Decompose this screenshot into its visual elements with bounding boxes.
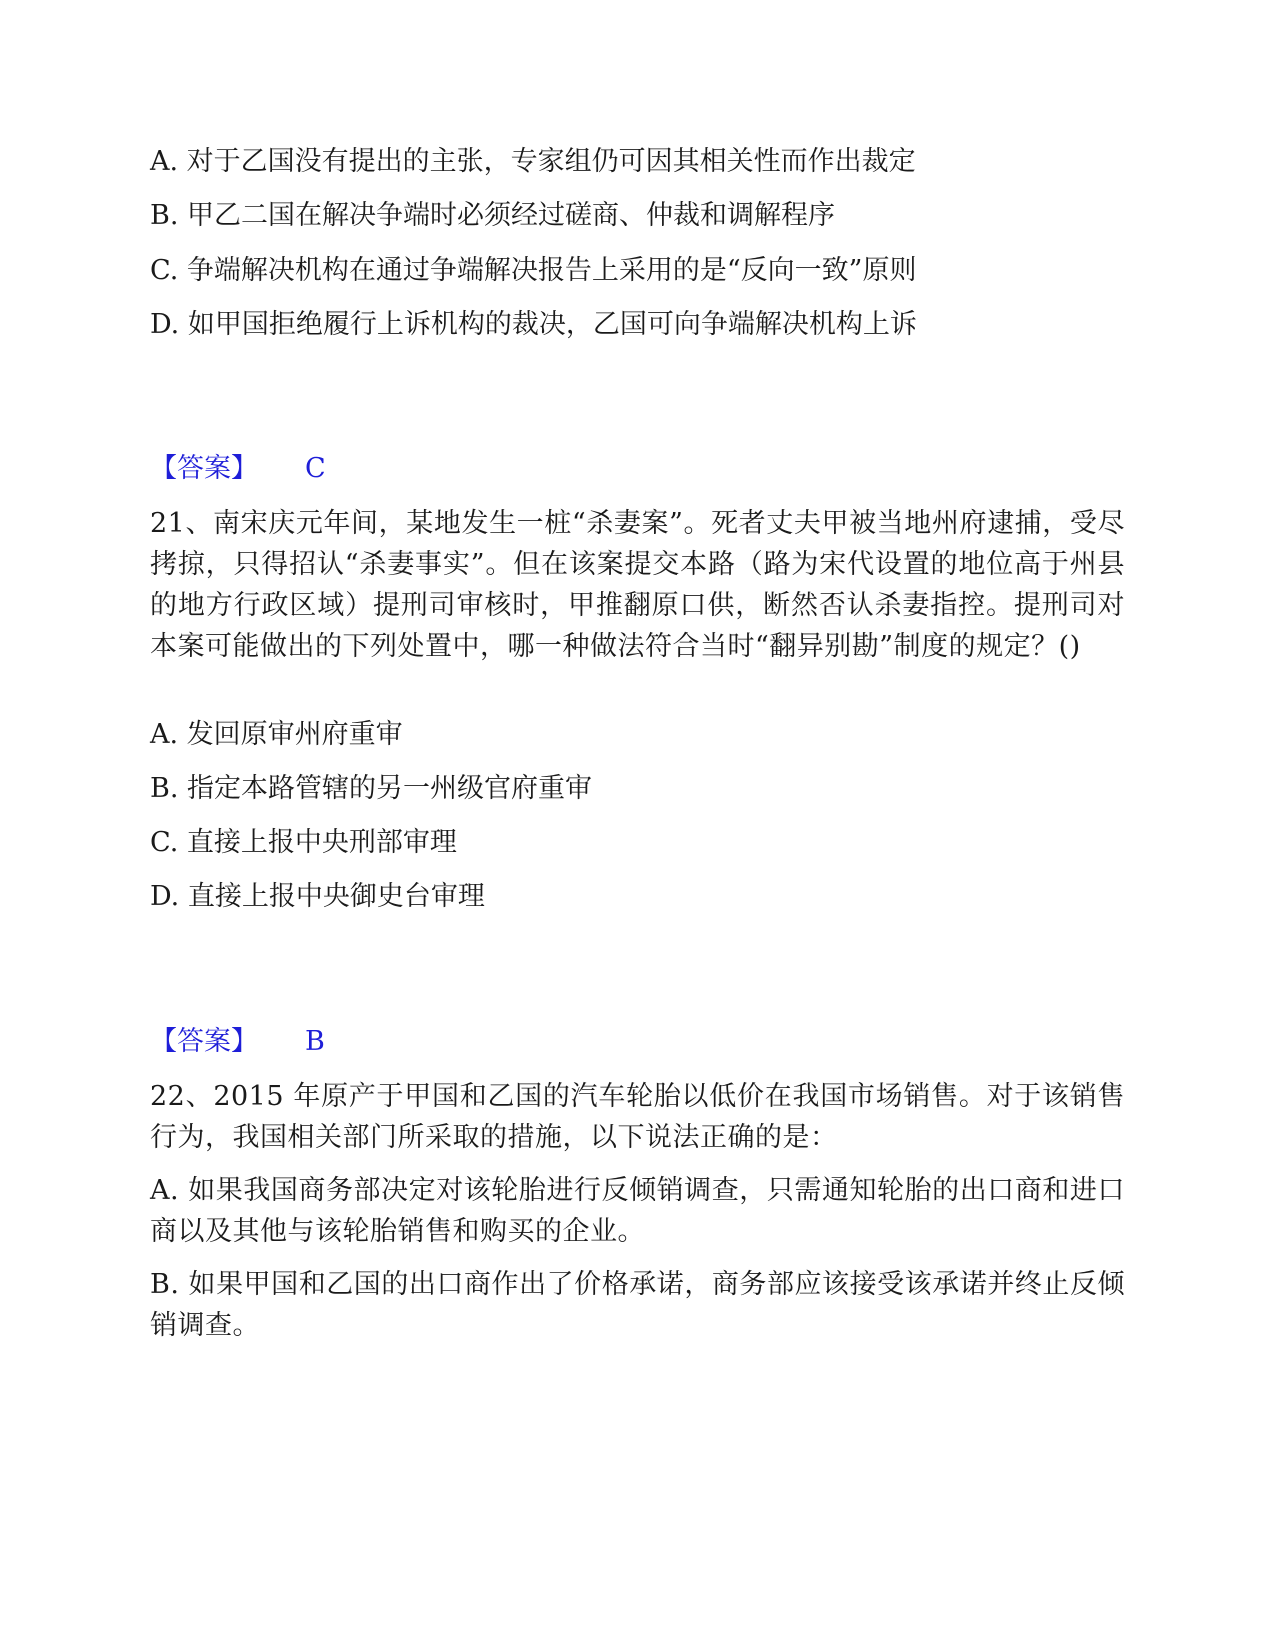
q22-option-a: A. 如果我国商务部决定对该轮胎进行反倾销调查，只需通知轮胎的出口商和进口商以及其他与该轮胎销售和购买的企业。 [150, 1175, 1125, 1247]
q22-option-b: B. 如果甲国和乙国的出口商作出了价格承诺，商务部应该接受该承诺并终止反倾销调查。 [150, 1269, 1125, 1341]
q21-option-c: C. 直接上报中央刑部审理 [150, 827, 457, 858]
q20-option-d: D. 如甲国拒绝履行上诉机构的裁决，乙国可向争端解决机构上诉 [150, 309, 917, 340]
q22-stem: 22、2015 年原产于甲国和乙国的汽车轮胎以低价在我国市场销售。对于该销售行为，我国相关部门所采取的措施，以下说法正确的是： [150, 1081, 1125, 1153]
document-page [150, 0, 1125, 1650]
answer-label: 【答案】 [150, 1026, 258, 1057]
answer-label: 【答案】 [150, 453, 258, 484]
q21-option-d: D. 直接上报中央御史台审理 [150, 881, 485, 912]
q20-option-c: C. 争端解决机构在通过争端解决报告上采用的是“反向一致”原则 [150, 255, 917, 286]
q21-option-b: B. 指定本路管辖的另一州级官府重审 [150, 773, 593, 804]
q21-option-a: A. 发回原审州府重审 [150, 719, 403, 750]
q20-option-b: B. 甲乙二国在解决争端时必须经过磋商、仲裁和调解程序 [150, 200, 836, 231]
q20-option-a: A. 对于乙国没有提出的主张，专家组仍可因其相关性而作出裁定 [150, 146, 916, 177]
q21-stem: 21、南宋庆元年间，某地发生一桩“杀妻案”。死者丈夫甲被当地州府逮捕，受尽拷掠，只得招认“杀妻事实”。但在该案提交本路（路为宋代设置的地位高于州县的地方行政区域）提刑司审核时，甲推翻原口供，断然否认杀妻指控。提刑司对本案可能做出的下列处置中，哪一种做法符合当时“翻异别勘”制度的规定？() [150, 508, 1125, 662]
q20-answer [150, 449, 326, 489]
answer-value: B [305, 1026, 325, 1057]
q21-answer [150, 1022, 325, 1062]
answer-value: C [305, 453, 326, 484]
